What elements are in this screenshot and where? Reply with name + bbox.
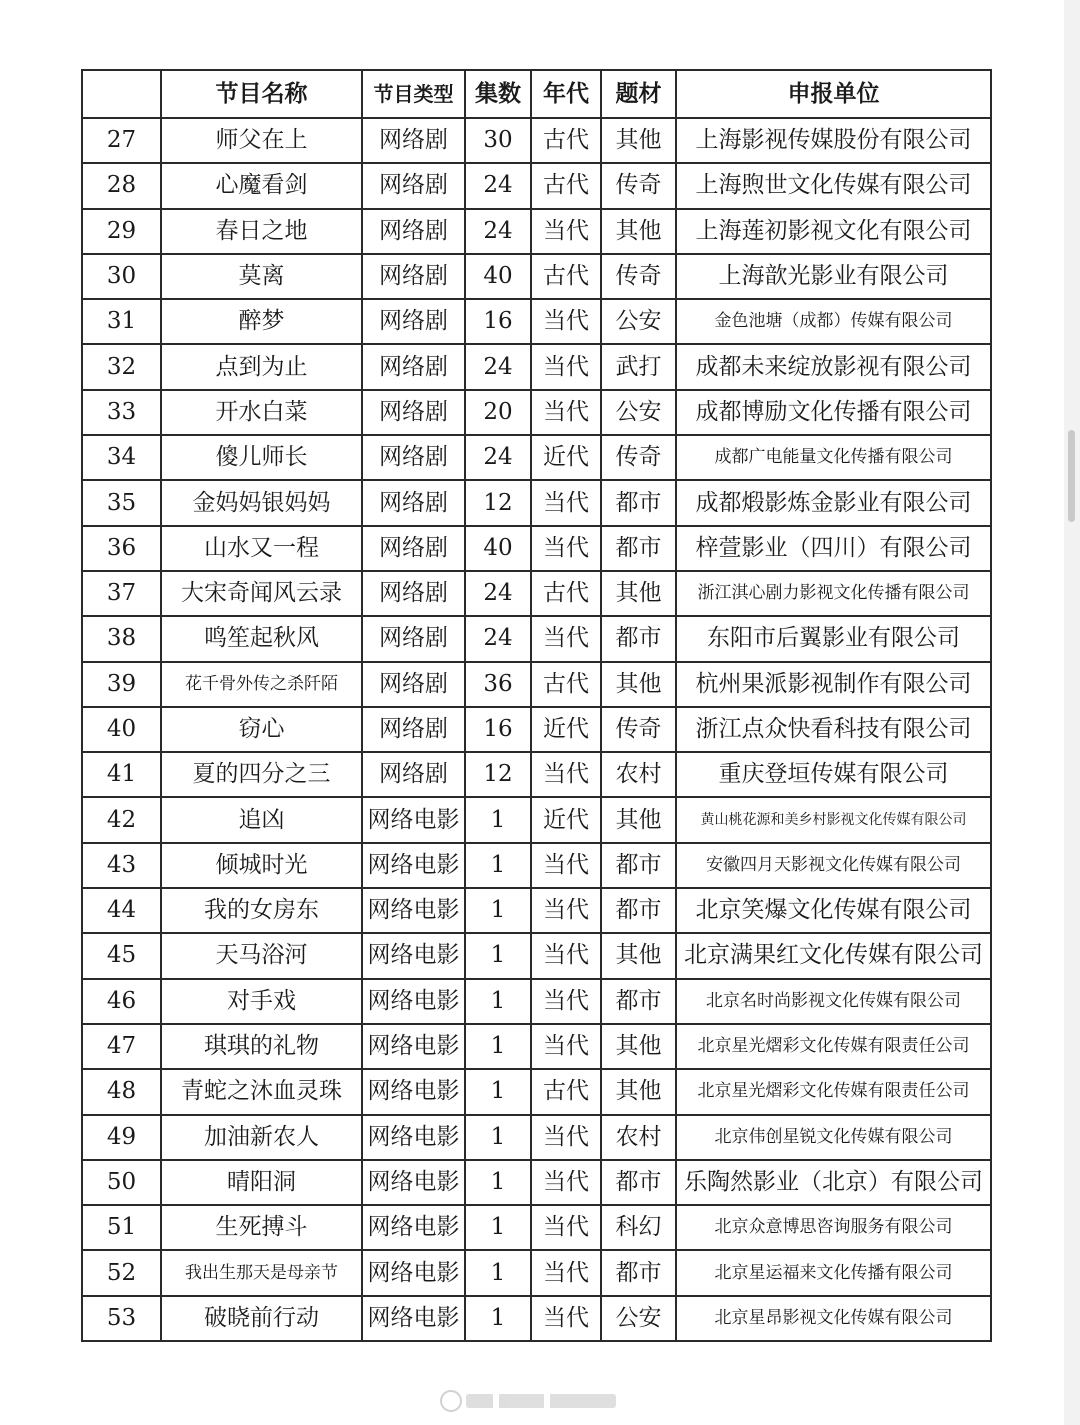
cell-number: 31 (82, 299, 161, 344)
cell-program-name: 夏的四分之三 (161, 752, 362, 797)
cell-topic: 传奇 (601, 707, 676, 752)
cell-topic: 都市 (601, 616, 676, 661)
table-row (82, 979, 991, 1024)
table-row (82, 843, 991, 888)
cell-program-name: 青蛇之沐血灵珠 (161, 1069, 362, 1114)
watermark-logo-icon (440, 1390, 462, 1412)
cell-number: 42 (82, 797, 161, 842)
cell-program-name: 破晓前行动 (161, 1296, 362, 1341)
cell-era: 当代 (531, 1115, 601, 1160)
cell-number: 50 (82, 1160, 161, 1205)
table-row (82, 571, 991, 616)
cell-era: 当代 (531, 1205, 601, 1250)
cell-episodes: 1 (465, 1069, 531, 1114)
cell-number: 32 (82, 344, 161, 389)
cell-applicant: 北京笑爆文化传媒有限公司 (676, 888, 991, 933)
cell-applicant: 乐陶然影业（北京）有限公司 (676, 1160, 991, 1205)
table-row (82, 797, 991, 842)
cell-era: 古代 (531, 662, 601, 707)
cell-program-name: 金妈妈银妈妈 (161, 480, 362, 525)
cell-episodes: 24 (465, 571, 531, 616)
cell-program-type: 网络电影 (362, 1115, 465, 1160)
cell-number: 36 (82, 526, 161, 571)
cell-episodes: 12 (465, 480, 531, 525)
cell-era: 当代 (531, 390, 601, 435)
cell-applicant: 北京星光熠彩文化传媒有限责任公司 (676, 1024, 991, 1069)
cell-topic: 农村 (601, 1115, 676, 1160)
cell-applicant: 上海煦世文化传媒有限公司 (676, 163, 991, 208)
header-era: 年代 (531, 70, 601, 118)
cell-program-type: 网络剧 (362, 662, 465, 707)
cell-program-name: 生死搏斗 (161, 1205, 362, 1250)
cell-topic: 都市 (601, 1160, 676, 1205)
table-row (82, 254, 991, 299)
cell-program-type: 网络剧 (362, 616, 465, 661)
scrollbar-thumb[interactable] (1068, 430, 1075, 522)
cell-applicant: 上海歆光影业有限公司 (676, 254, 991, 299)
cell-program-name: 大宋奇闻风云录 (161, 571, 362, 616)
cell-number: 35 (82, 480, 161, 525)
cell-number: 28 (82, 163, 161, 208)
cell-program-name: 心魔看剑 (161, 163, 362, 208)
cell-applicant: 上海莲初影视文化有限公司 (676, 209, 991, 254)
table-row (82, 707, 991, 752)
table-row (82, 616, 991, 661)
cell-number: 46 (82, 979, 161, 1024)
cell-program-name: 琪琪的礼物 (161, 1024, 362, 1069)
cell-era: 当代 (531, 843, 601, 888)
cell-program-name: 晴阳洞 (161, 1160, 362, 1205)
cell-program-type: 网络电影 (362, 1069, 465, 1114)
cell-episodes: 1 (465, 1024, 531, 1069)
cell-number: 43 (82, 843, 161, 888)
cell-number: 44 (82, 888, 161, 933)
cell-episodes: 1 (465, 797, 531, 842)
cell-number: 34 (82, 435, 161, 480)
cell-episodes: 24 (465, 163, 531, 208)
cell-number: 33 (82, 390, 161, 435)
cell-topic: 其他 (601, 1069, 676, 1114)
cell-number: 51 (82, 1205, 161, 1250)
cell-program-type: 网络剧 (362, 390, 465, 435)
table-row (82, 933, 991, 978)
cell-era: 近代 (531, 435, 601, 480)
cell-era: 当代 (531, 933, 601, 978)
cell-episodes: 16 (465, 299, 531, 344)
cell-episodes: 12 (465, 752, 531, 797)
cell-program-type: 网络剧 (362, 571, 465, 616)
cell-topic: 武打 (601, 344, 676, 389)
cell-program-type: 网络剧 (362, 480, 465, 525)
table-row (82, 118, 991, 163)
cell-program-type: 网络剧 (362, 707, 465, 752)
table-row (82, 299, 991, 344)
cell-topic: 传奇 (601, 163, 676, 208)
cell-episodes: 16 (465, 707, 531, 752)
table-row (82, 344, 991, 389)
cell-era: 当代 (531, 480, 601, 525)
cell-episodes: 30 (465, 118, 531, 163)
cell-program-name: 对手戏 (161, 979, 362, 1024)
cell-episodes: 24 (465, 435, 531, 480)
header-topic: 题材 (601, 70, 676, 118)
table-row (82, 1250, 991, 1295)
cell-number: 47 (82, 1024, 161, 1069)
cell-number: 48 (82, 1069, 161, 1114)
cell-program-type: 网络电影 (362, 888, 465, 933)
cell-applicant: 安徽四月天影视文化传媒有限公司 (676, 843, 991, 888)
cell-number: 53 (82, 1296, 161, 1341)
cell-number: 37 (82, 571, 161, 616)
cell-number: 30 (82, 254, 161, 299)
cell-program-type: 网络电影 (362, 933, 465, 978)
table-body (82, 118, 991, 1341)
cell-program-name: 开水白菜 (161, 390, 362, 435)
cell-program-name: 醉梦 (161, 299, 362, 344)
cell-era: 当代 (531, 1024, 601, 1069)
cell-era: 当代 (531, 888, 601, 933)
cell-program-type: 网络电影 (362, 843, 465, 888)
cell-applicant: 北京众意博思咨询服务有限公司 (676, 1205, 991, 1250)
cell-topic: 其他 (601, 571, 676, 616)
table-row (82, 752, 991, 797)
cell-program-type: 网络剧 (362, 254, 465, 299)
cell-episodes: 1 (465, 979, 531, 1024)
cell-topic: 都市 (601, 526, 676, 571)
cell-topic: 公安 (601, 390, 676, 435)
cell-era: 当代 (531, 979, 601, 1024)
header-number (82, 70, 161, 118)
cell-era: 古代 (531, 254, 601, 299)
cell-era: 当代 (531, 209, 601, 254)
header-applicant: 申报单位 (676, 70, 991, 118)
cell-era: 当代 (531, 299, 601, 344)
cell-episodes: 1 (465, 1115, 531, 1160)
cell-program-type: 网络电影 (362, 797, 465, 842)
cell-episodes: 40 (465, 254, 531, 299)
cell-applicant: 北京星运福来文化传播有限公司 (676, 1250, 991, 1295)
cell-era: 当代 (531, 752, 601, 797)
cell-era: 古代 (531, 118, 601, 163)
program-list-table (81, 69, 992, 1342)
cell-applicant: 成都博励文化传播有限公司 (676, 390, 991, 435)
cell-program-type: 网络电影 (362, 1024, 465, 1069)
cell-number: 39 (82, 662, 161, 707)
cell-program-type: 网络剧 (362, 299, 465, 344)
cell-number: 38 (82, 616, 161, 661)
table-row (82, 209, 991, 254)
header-program-name: 节目名称 (161, 70, 362, 118)
cell-program-name: 我的女房东 (161, 888, 362, 933)
cell-number: 49 (82, 1115, 161, 1160)
cell-number: 45 (82, 933, 161, 978)
cell-topic: 公安 (601, 1296, 676, 1341)
table-row (82, 480, 991, 525)
cell-topic: 其他 (601, 209, 676, 254)
cell-era: 古代 (531, 1069, 601, 1114)
cell-era: 近代 (531, 797, 601, 842)
table-header-row (82, 70, 991, 118)
cell-era: 当代 (531, 1250, 601, 1295)
table-row (82, 1160, 991, 1205)
cell-program-name: 鸣笙起秋风 (161, 616, 362, 661)
cell-topic: 都市 (601, 843, 676, 888)
table-row (82, 526, 991, 571)
cell-program-type: 网络剧 (362, 526, 465, 571)
table-row (82, 1069, 991, 1114)
cell-applicant: 金色池塘（成都）传媒有限公司 (676, 299, 991, 344)
cell-program-type: 网络电影 (362, 1250, 465, 1295)
cell-applicant: 北京星光熠彩文化传媒有限责任公司 (676, 1069, 991, 1114)
cell-topic: 传奇 (601, 254, 676, 299)
cell-applicant: 东阳市后翼影业有限公司 (676, 616, 991, 661)
scrollbar-track[interactable] (1064, 0, 1080, 1425)
cell-topic: 传奇 (601, 435, 676, 480)
cell-era: 古代 (531, 571, 601, 616)
cell-program-type: 网络剧 (362, 435, 465, 480)
cell-episodes: 1 (465, 843, 531, 888)
table-row (82, 1296, 991, 1341)
cell-episodes: 1 (465, 888, 531, 933)
cell-era: 当代 (531, 616, 601, 661)
cell-era: 当代 (531, 344, 601, 389)
cell-applicant: 黄山桃花源和美乡村影视文化传媒有限公司 (676, 797, 991, 842)
table-row (82, 163, 991, 208)
cell-episodes: 1 (465, 1296, 531, 1341)
cell-era: 近代 (531, 707, 601, 752)
cell-topic: 农村 (601, 752, 676, 797)
cell-number: 52 (82, 1250, 161, 1295)
cell-applicant: 梓萱影业（四川）有限公司 (676, 526, 991, 571)
table-row (82, 1205, 991, 1250)
table-row (82, 1024, 991, 1069)
cell-topic: 其他 (601, 797, 676, 842)
cell-episodes: 40 (465, 526, 531, 571)
cell-topic: 都市 (601, 979, 676, 1024)
cell-program-name: 我出生那天是母亲节 (161, 1250, 362, 1295)
cell-topic: 公安 (601, 299, 676, 344)
cell-applicant: 杭州果派影视制作有限公司 (676, 662, 991, 707)
cell-era: 古代 (531, 163, 601, 208)
cell-episodes: 20 (465, 390, 531, 435)
cell-topic: 都市 (601, 888, 676, 933)
cell-applicant: 浙江淇心剧力影视文化传播有限公司 (676, 571, 991, 616)
cell-program-name: 莫离 (161, 254, 362, 299)
cell-applicant: 北京满果红文化传媒有限公司 (676, 933, 991, 978)
cell-program-type: 网络剧 (362, 163, 465, 208)
cell-applicant: 北京伟创星锐文化传媒有限公司 (676, 1115, 991, 1160)
cell-topic: 都市 (601, 480, 676, 525)
cell-program-name: 花千骨外传之杀阡陌 (161, 662, 362, 707)
header-program-type: 节目类型 (362, 70, 465, 118)
watermark (440, 1388, 640, 1414)
cell-program-type: 网络电影 (362, 1205, 465, 1250)
cell-number: 29 (82, 209, 161, 254)
header-episodes: 集数 (465, 70, 531, 118)
table-row (82, 662, 991, 707)
cell-program-name: 窃心 (161, 707, 362, 752)
table-row (82, 390, 991, 435)
cell-applicant: 上海影视传媒股份有限公司 (676, 118, 991, 163)
cell-program-name: 山水又一程 (161, 526, 362, 571)
cell-episodes: 1 (465, 933, 531, 978)
cell-era: 当代 (531, 1296, 601, 1341)
cell-applicant: 北京名时尚影视文化传媒有限公司 (676, 979, 991, 1024)
cell-topic: 其他 (601, 662, 676, 707)
cell-episodes: 1 (465, 1160, 531, 1205)
cell-episodes: 24 (465, 344, 531, 389)
table-row (82, 1115, 991, 1160)
cell-episodes: 24 (465, 616, 531, 661)
cell-era: 当代 (531, 1160, 601, 1205)
cell-applicant: 成都未来绽放影视有限公司 (676, 344, 991, 389)
cell-topic: 其他 (601, 118, 676, 163)
cell-program-type: 网络剧 (362, 209, 465, 254)
cell-program-name: 天马浴河 (161, 933, 362, 978)
cell-program-name: 春日之地 (161, 209, 362, 254)
cell-program-name: 倾城时光 (161, 843, 362, 888)
cell-topic: 其他 (601, 1024, 676, 1069)
cell-episodes: 24 (465, 209, 531, 254)
table-row (82, 888, 991, 933)
cell-topic: 科幻 (601, 1205, 676, 1250)
cell-topic: 都市 (601, 1250, 676, 1295)
cell-topic: 其他 (601, 933, 676, 978)
cell-program-name: 傻儿师长 (161, 435, 362, 480)
cell-program-type: 网络电影 (362, 1296, 465, 1341)
cell-applicant: 重庆登垣传媒有限公司 (676, 752, 991, 797)
cell-number: 40 (82, 707, 161, 752)
cell-program-type: 网络电影 (362, 979, 465, 1024)
cell-applicant: 成都煅影炼金影业有限公司 (676, 480, 991, 525)
cell-number: 27 (82, 118, 161, 163)
cell-program-type: 网络剧 (362, 344, 465, 389)
cell-program-name: 师父在上 (161, 118, 362, 163)
cell-episodes: 1 (465, 1205, 531, 1250)
cell-number: 41 (82, 752, 161, 797)
cell-era: 当代 (531, 526, 601, 571)
cell-program-type: 网络剧 (362, 752, 465, 797)
cell-program-type: 网络电影 (362, 1160, 465, 1205)
cell-episodes: 36 (465, 662, 531, 707)
cell-program-name: 加油新农人 (161, 1115, 362, 1160)
cell-applicant: 成都广电能量文化传播有限公司 (676, 435, 991, 480)
cell-applicant: 北京星昂影视文化传媒有限公司 (676, 1296, 991, 1341)
cell-program-name: 点到为止 (161, 344, 362, 389)
watermark-blurred-text (466, 1394, 616, 1408)
cell-program-name: 追凶 (161, 797, 362, 842)
cell-program-type: 网络剧 (362, 118, 465, 163)
cell-applicant: 浙江点众快看科技有限公司 (676, 707, 991, 752)
cell-episodes: 1 (465, 1250, 531, 1295)
table-row (82, 435, 991, 480)
